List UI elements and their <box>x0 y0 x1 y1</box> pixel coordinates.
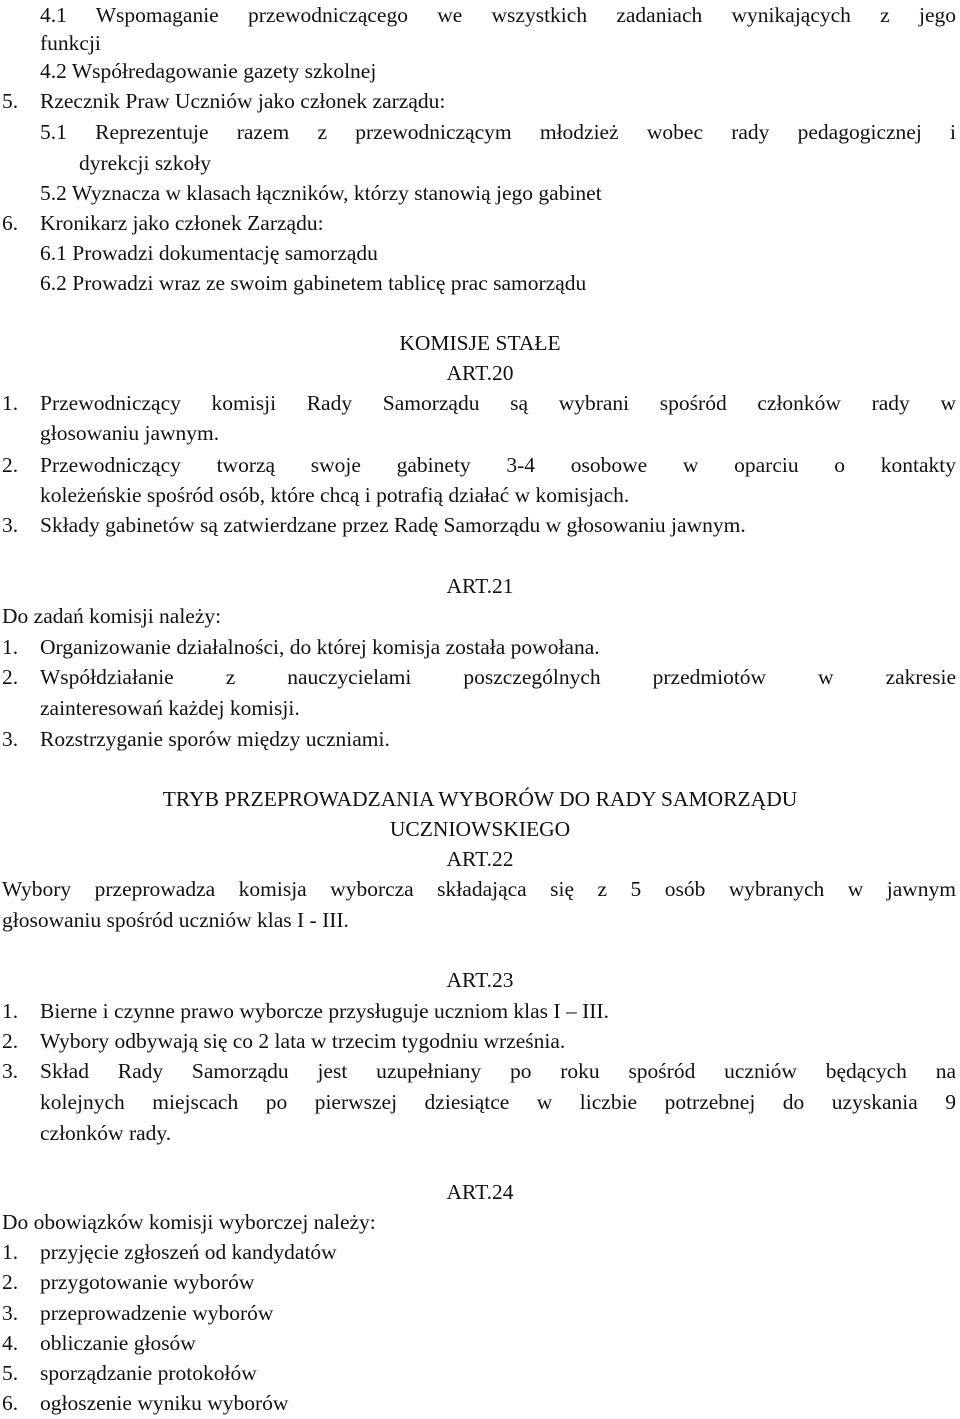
list-item: Wybory odbywają się co 2 lata w trzecim tygodniu września. <box>40 1029 566 1053</box>
list-item: Przewodniczący tworzą swoje gabinety 3-4 osobowe w oparciu o kontakty <box>40 453 956 477</box>
list-item: Przewodniczący komisji Rady Samorządu są wybrani spośród członków rady w <box>40 391 956 415</box>
list-item: przeprowadzenie wyborów <box>40 1301 274 1325</box>
list-number: 3. <box>2 513 19 537</box>
text-line: funkcji <box>40 31 101 55</box>
article-heading: ART.21 <box>446 574 514 598</box>
text-line: kolejnych miejscach po pierwszej dziesiątce w liczbie potrzebnej do uzyskania 9 <box>40 1090 956 1114</box>
list-item: sporządzanie protokołów <box>40 1361 257 1385</box>
article-heading: ART.22 <box>446 847 514 871</box>
section-heading: UCZNIOWSKIEGO <box>389 817 571 841</box>
list-item: Skład Rady Samorządu jest uzupełniany po roku spośród uczniów będących na <box>40 1059 956 1083</box>
text-line: zainteresowań każdej komisji. <box>40 696 300 720</box>
text-line: 5.2 Wyznacza w klasach łączników, którzy stanowią jego gabinet <box>40 181 602 205</box>
text-line: 5.1 Reprezentuje razem z przewodniczącym młodzież wobec rady pedagogicznej i <box>40 120 956 144</box>
list-item: Organizowanie działalności, do której komisja została powołana. <box>40 635 600 659</box>
list-number: 6. <box>2 1391 19 1415</box>
paragraph: Do obowiązków komisji wyborczej należy: <box>2 1210 376 1234</box>
list-number: 5. <box>2 1361 19 1385</box>
paragraph: Wybory przeprowadza komisja wyborcza składająca się z 5 osób wybranych w jawnym <box>2 877 956 901</box>
text-line: głosowaniu spośród uczniów klas I - III. <box>2 908 349 932</box>
list-item: Rzecznik Praw Uczniów jako członek zarządu: <box>40 89 446 113</box>
list-number: 2. <box>2 1270 19 1294</box>
list-item: Bierne i czynne prawo wyborcze przysługuje uczniom klas I – III. <box>40 999 609 1023</box>
list-item: Składy gabinetów są zatwierdzane przez Radę Samorządu w głosowaniu jawnym. <box>40 513 746 537</box>
list-number: 1. <box>2 999 19 1023</box>
list-item: przyjęcie zgłoszeń od kandydatów <box>40 1240 337 1264</box>
text-line: 4.2 Współredagowanie gazety szkolnej <box>40 59 377 83</box>
section-heading: KOMISJE STAŁE <box>399 331 561 355</box>
list-number: 4. <box>2 1331 19 1355</box>
list-number: 6. <box>2 211 19 235</box>
list-number: 5. <box>2 89 19 113</box>
article-heading: ART.23 <box>446 968 514 992</box>
list-number: 3. <box>2 727 19 751</box>
text-line: 6.1 Prowadzi dokumentację samorządu <box>40 241 378 265</box>
list-item: przygotowanie wyborów <box>40 1270 255 1294</box>
text-line: członków rady. <box>40 1121 172 1145</box>
text-line: głosowaniu jawnym. <box>40 421 220 445</box>
list-number: 2. <box>2 1029 19 1053</box>
list-item: ogłoszenie wyniku wyborów <box>40 1391 289 1415</box>
list-item: Rozstrzyganie sporów między uczniami. <box>40 727 390 751</box>
text-line: koleżeńskie spośród osób, które chcą i potrafią działać w komisjach. <box>40 483 630 507</box>
list-number: 1. <box>2 391 19 415</box>
list-number: 1. <box>2 1240 19 1264</box>
list-number: 2. <box>2 665 19 689</box>
article-heading: ART.20 <box>446 361 514 385</box>
list-item: Kronikarz jako członek Zarządu: <box>40 211 324 235</box>
list-number: 1. <box>2 635 19 659</box>
section-heading: TRYB PRZEPROWADZANIA WYBORÓW DO RADY SAMORZĄDU <box>162 787 798 811</box>
text-line: dyrekcji szkoły <box>79 151 211 175</box>
list-number: 3. <box>2 1059 19 1083</box>
text-line: 6.2 Prowadzi wraz ze swoim gabinetem tablicę prac samorządu <box>40 271 587 295</box>
article-heading: ART.24 <box>446 1180 514 1204</box>
list-item: Współdziałanie z nauczycielami poszczególnych przedmiotów w zakresie <box>40 665 956 689</box>
paragraph: Do zadań komisji należy: <box>2 604 222 628</box>
list-number: 2. <box>2 453 19 477</box>
list-number: 3. <box>2 1301 19 1325</box>
list-item: obliczanie głosów <box>40 1331 196 1355</box>
text-line: 4.1 Wspomaganie przewodniczącego we wszystkich zadaniach wynikających z jego <box>40 3 956 27</box>
